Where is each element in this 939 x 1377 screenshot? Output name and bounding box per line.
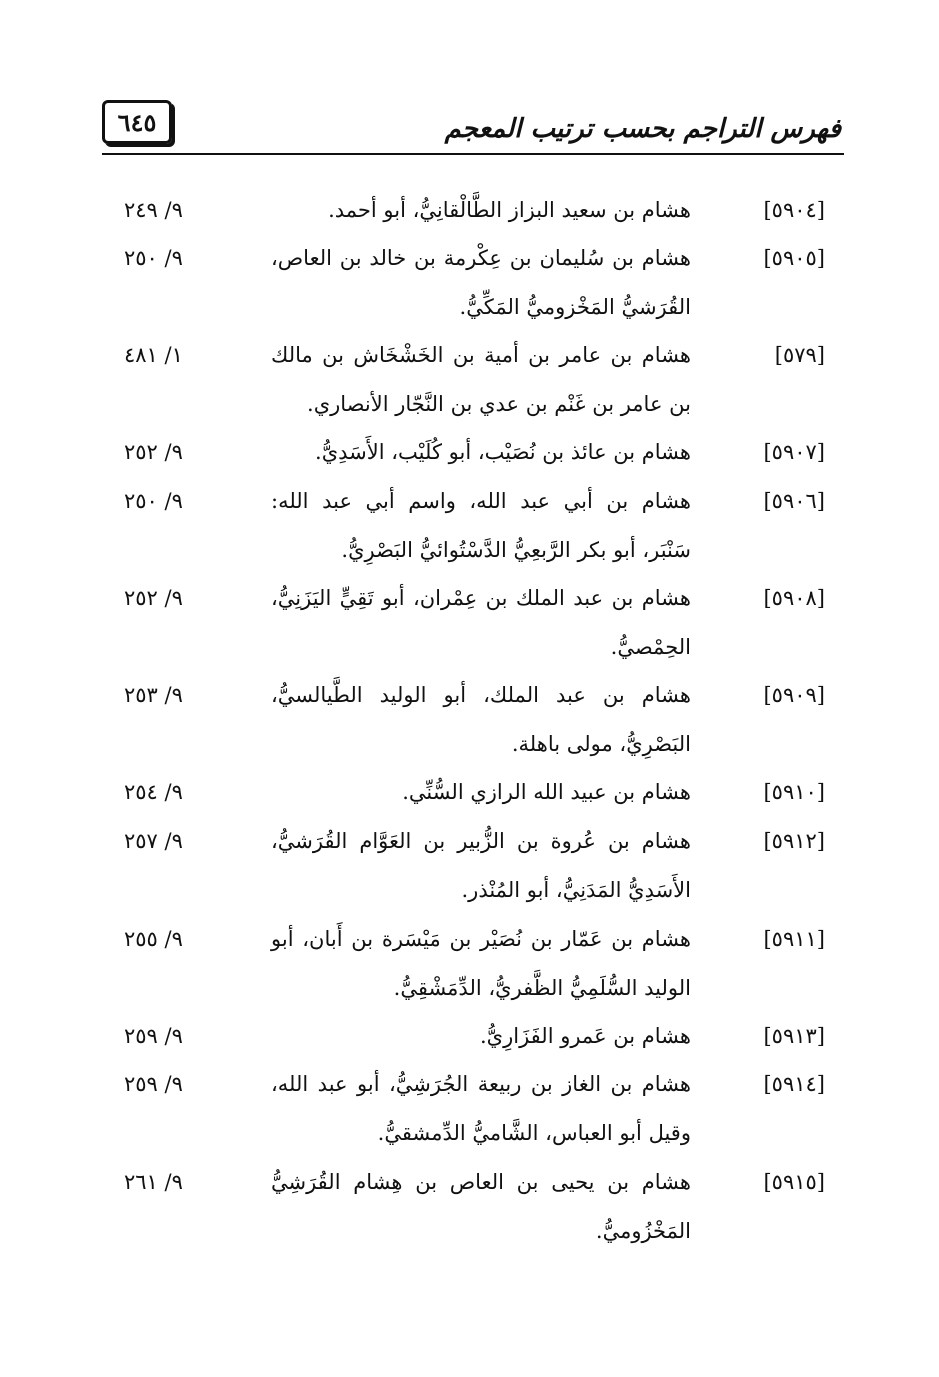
entry-reference: ٩/ ٢٦١ [124,1170,183,1194]
entry-number: [٥٩١٠] [763,780,825,804]
entry-text: هشام بن عَمرو الفَزَارِيُّ. [480,1024,691,1048]
entry-text: هشام بن يحيى بن العاص بن هِشام القُرَشِيُّ المَخْزُوميُّ. [271,1170,691,1243]
entry-text: هشام بن الغاز بن ربيعة الجُرَشِيُّ، أبو عبد الله، وقيل أبو العباس، الشَّاميُّ الدِّمشقيُّ. [271,1072,691,1145]
entry-reference: ٩/ ٢٥٩ [124,1072,183,1096]
entry-text: هشام بن عبد الملك بن عِمْران، أبو تَقِيٍّ اليَزَنِيُّ، الحِمْصيُّ. [271,586,691,659]
entry-text: هشام بن سُليمان بن عِكْرمة بن خالد بن العاص، القُرَشيُّ المَخْزوميُّ المَكِّيُّ. [271,246,691,319]
entry-text: هشام بن عبيد الله الرازي السُّنِّي. [402,780,691,804]
entry-reference: ٩/ ٢٤٩ [124,198,183,222]
entry-number: [٥٩٠٦] [763,489,825,513]
entry-reference: ٩/ ٢٥٢ [124,440,183,464]
entry-number: [٥٩١١] [763,927,825,951]
entry-number: [٥٩٠٧] [763,440,825,464]
entry-reference: ٩/ ٢٥٢ [124,586,183,610]
entry-reference: ٩/ ٢٥٠ [124,489,183,513]
entry-reference: ٩/ ٢٥٥ [124,927,183,951]
entry-number: [٥٧٩] [774,343,825,367]
entry-reference: ٩/ ٢٥٩ [124,1024,183,1048]
running-title: فهرس التراجم بحسب ترتيب المعجم [444,114,841,144]
entry-number: [٥٩٠٤] [763,198,825,222]
entry-reference: ١/ ٤٨١ [124,343,183,367]
entry-text: هشام بن عائذ بن نُصَيْب، أبو كُلَيْب، الأَسَدِيُّ. [315,440,691,464]
entry-reference: ٩/ ٢٥٠ [124,246,183,270]
entry-text: هشام بن عامر بن أمية بن الخَشْخَاش بن مالك بن عامر بن غَنْم بن عدي بن النَّجّار الأنصاري. [271,343,691,416]
entry-number: [٥٩١٥] [763,1170,825,1194]
entry-text: هشام بن سعيد البزاز الطَّالْقانِيُّ، أبو أحمد. [328,198,691,222]
entry-number: [٥٩٠٥] [763,246,825,270]
entry-reference: ٩/ ٢٥٤ [124,780,183,804]
entry-text: هشام بن عُروة بن الزُّبير بن العَوَّام القُرَشيُّ، الأَسَدِيُّ المَدَنِيُّ، أبو المُنْذر. [271,829,691,902]
entry-number: [٥٩١٣] [763,1024,825,1048]
entry-text: هشام بن عبد الملك، أبو الوليد الطَّيالسيُّ، البَصْرِيُّ، مولى باهلة. [271,683,691,756]
entry-reference: ٩/ ٢٥٣ [124,683,183,707]
entry-reference: ٩/ ٢٥٧ [124,829,183,853]
entry-number: [٥٩١٢] [763,829,825,853]
page-number: ٦٤٥ [117,107,157,137]
entry-number: [٥٩١٤] [763,1072,825,1096]
entry-text: هشام بن أبي عبد الله، واسم أبي عبد الله: سَنْبَر، أبو بكر الرَّبعِيُّ الدَّسْتُوائيُّ البَصْرِيُّ. [271,489,691,562]
entry-text: هشام بن عَمّار بن نُصَيْر بن مَيْسَرة بن أَبان، أبو الوليد السُّلَمِيُّ الظَّفريُّ، الدِّمَشْقِيُّ. [271,927,691,1000]
entry-number: [٥٩٠٩] [763,683,825,707]
entry-number: [٥٩٠٨] [763,586,825,610]
